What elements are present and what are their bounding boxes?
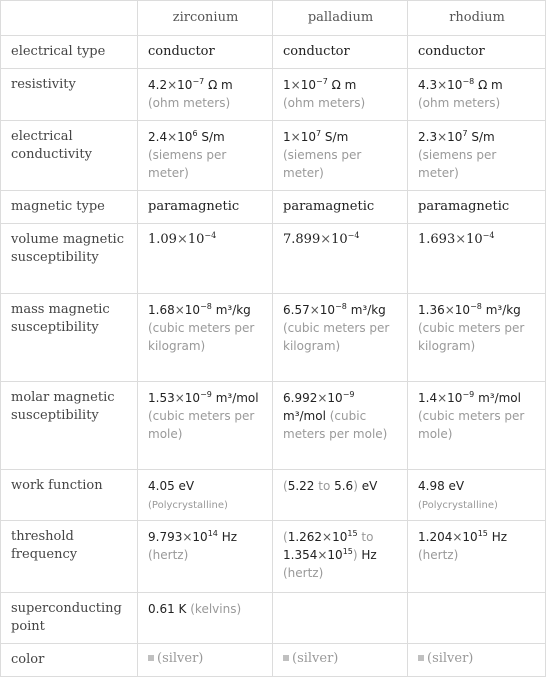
cell-value: $1.4\times 10^{-9}$ m³/mol (cubic meters per mole) <box>408 382 546 470</box>
row-label: electrical conductivity <box>1 121 138 191</box>
header-rhodium: rhodium <box>408 1 546 36</box>
row-label: magnetic type <box>1 191 138 224</box>
cell-empty <box>273 593 408 644</box>
corner-cell <box>1 1 138 36</box>
cell-value: $1.53\times 10^{-9}$ m³/mol (cubic meters per mole) <box>138 382 273 470</box>
row-label: mass magnetic susceptibility <box>1 294 138 382</box>
cell-value: paramagnetic <box>273 191 408 224</box>
row-electrical-type <box>1 36 546 69</box>
cell-value: 0.61 K (kelvins) <box>138 593 273 644</box>
cell-value: $6.57\times 10^{-8}$ m³/kg (cubic meters per kilogram) <box>273 294 408 382</box>
row-conductivity <box>1 121 546 191</box>
row-magnetic-type <box>1 191 546 224</box>
row-label: threshold frequency <box>1 521 138 593</box>
row-label: electrical type <box>1 36 138 69</box>
cell-value: $2.3\times 10^7$ S/m (siemens per meter) <box>408 121 546 191</box>
cell-value: $6.992\times 10^{-9}$ m³/mol (cubic meters per mole) <box>273 382 408 470</box>
cell-value: $4.3\times 10^{-8}$ Ω m (ohm meters) <box>408 69 546 121</box>
cell-value: conductor <box>138 36 273 69</box>
cell-value: ($1.262\times 10^{15}$ to $1.354\times 10^{15}$) Hz (hertz) <box>273 521 408 593</box>
row-label: superconducting point <box>1 593 138 644</box>
row-label: resistivity <box>1 69 138 121</box>
cell-value: paramagnetic <box>138 191 273 224</box>
cell-value: (silver) <box>138 644 273 677</box>
header-row <box>1 1 546 36</box>
cell-empty <box>408 593 546 644</box>
cell-value: $1\times 10^7$ S/m (siemens per meter) <box>273 121 408 191</box>
cell-value: $1.36\times 10^{-8}$ m³/kg (cubic meters per kilogram) <box>408 294 546 382</box>
header-palladium: palladium <box>273 1 408 36</box>
cell-value: $2.4\times 10^6$ S/m (siemens per meter) <box>138 121 273 191</box>
cell-value: 4.05 eV (Polycrystalline) <box>138 470 273 521</box>
cell-value: $1.68\times 10^{-8}$ m³/kg (cubic meters per kilogram) <box>138 294 273 382</box>
color-swatch <box>148 655 154 661</box>
cell-value: $1\times 10^{-7}$ Ω m (ohm meters) <box>273 69 408 121</box>
cell-value: (silver) <box>273 644 408 677</box>
row-label: molar magnetic susceptibility <box>1 382 138 470</box>
cell-value: $1.693\times 10^{-4}$ <box>408 224 546 294</box>
cell-value: $1.09\times 10^{-4}$ <box>138 224 273 294</box>
row-label: volume magnetic susceptibility <box>1 224 138 294</box>
cell-value: $9.793\times 10^{14}$ Hz (hertz) <box>138 521 273 593</box>
row-threshold-frequency <box>1 521 546 593</box>
row-superconducting-point <box>1 593 546 644</box>
color-swatch <box>418 655 424 661</box>
row-resistivity <box>1 69 546 121</box>
cell-value: conductor <box>273 36 408 69</box>
row-label: color <box>1 644 138 677</box>
color-swatch <box>283 655 289 661</box>
cell-value: $4.2\times 10^{-7}$ Ω m (ohm meters) <box>138 69 273 121</box>
row-label: work function <box>1 470 138 521</box>
row-mass-susceptibility <box>1 294 546 382</box>
cell-value: conductor <box>408 36 546 69</box>
cell-value: 4.98 eV (Polycrystalline) <box>408 470 546 521</box>
cell-value: $1.204\times 10^{15}$ Hz (hertz) <box>408 521 546 593</box>
row-work-function <box>1 470 546 521</box>
header-zirconium: zirconium <box>138 1 273 36</box>
row-volume-susceptibility <box>1 224 546 294</box>
cell-value: $7.899\times 10^{-4}$ <box>273 224 408 294</box>
cell-value: paramagnetic <box>408 191 546 224</box>
cell-value: (silver) <box>408 644 546 677</box>
row-color <box>1 644 546 677</box>
cell-value: (5.22 to 5.6) eV <box>273 470 408 521</box>
row-molar-susceptibility <box>1 382 546 470</box>
